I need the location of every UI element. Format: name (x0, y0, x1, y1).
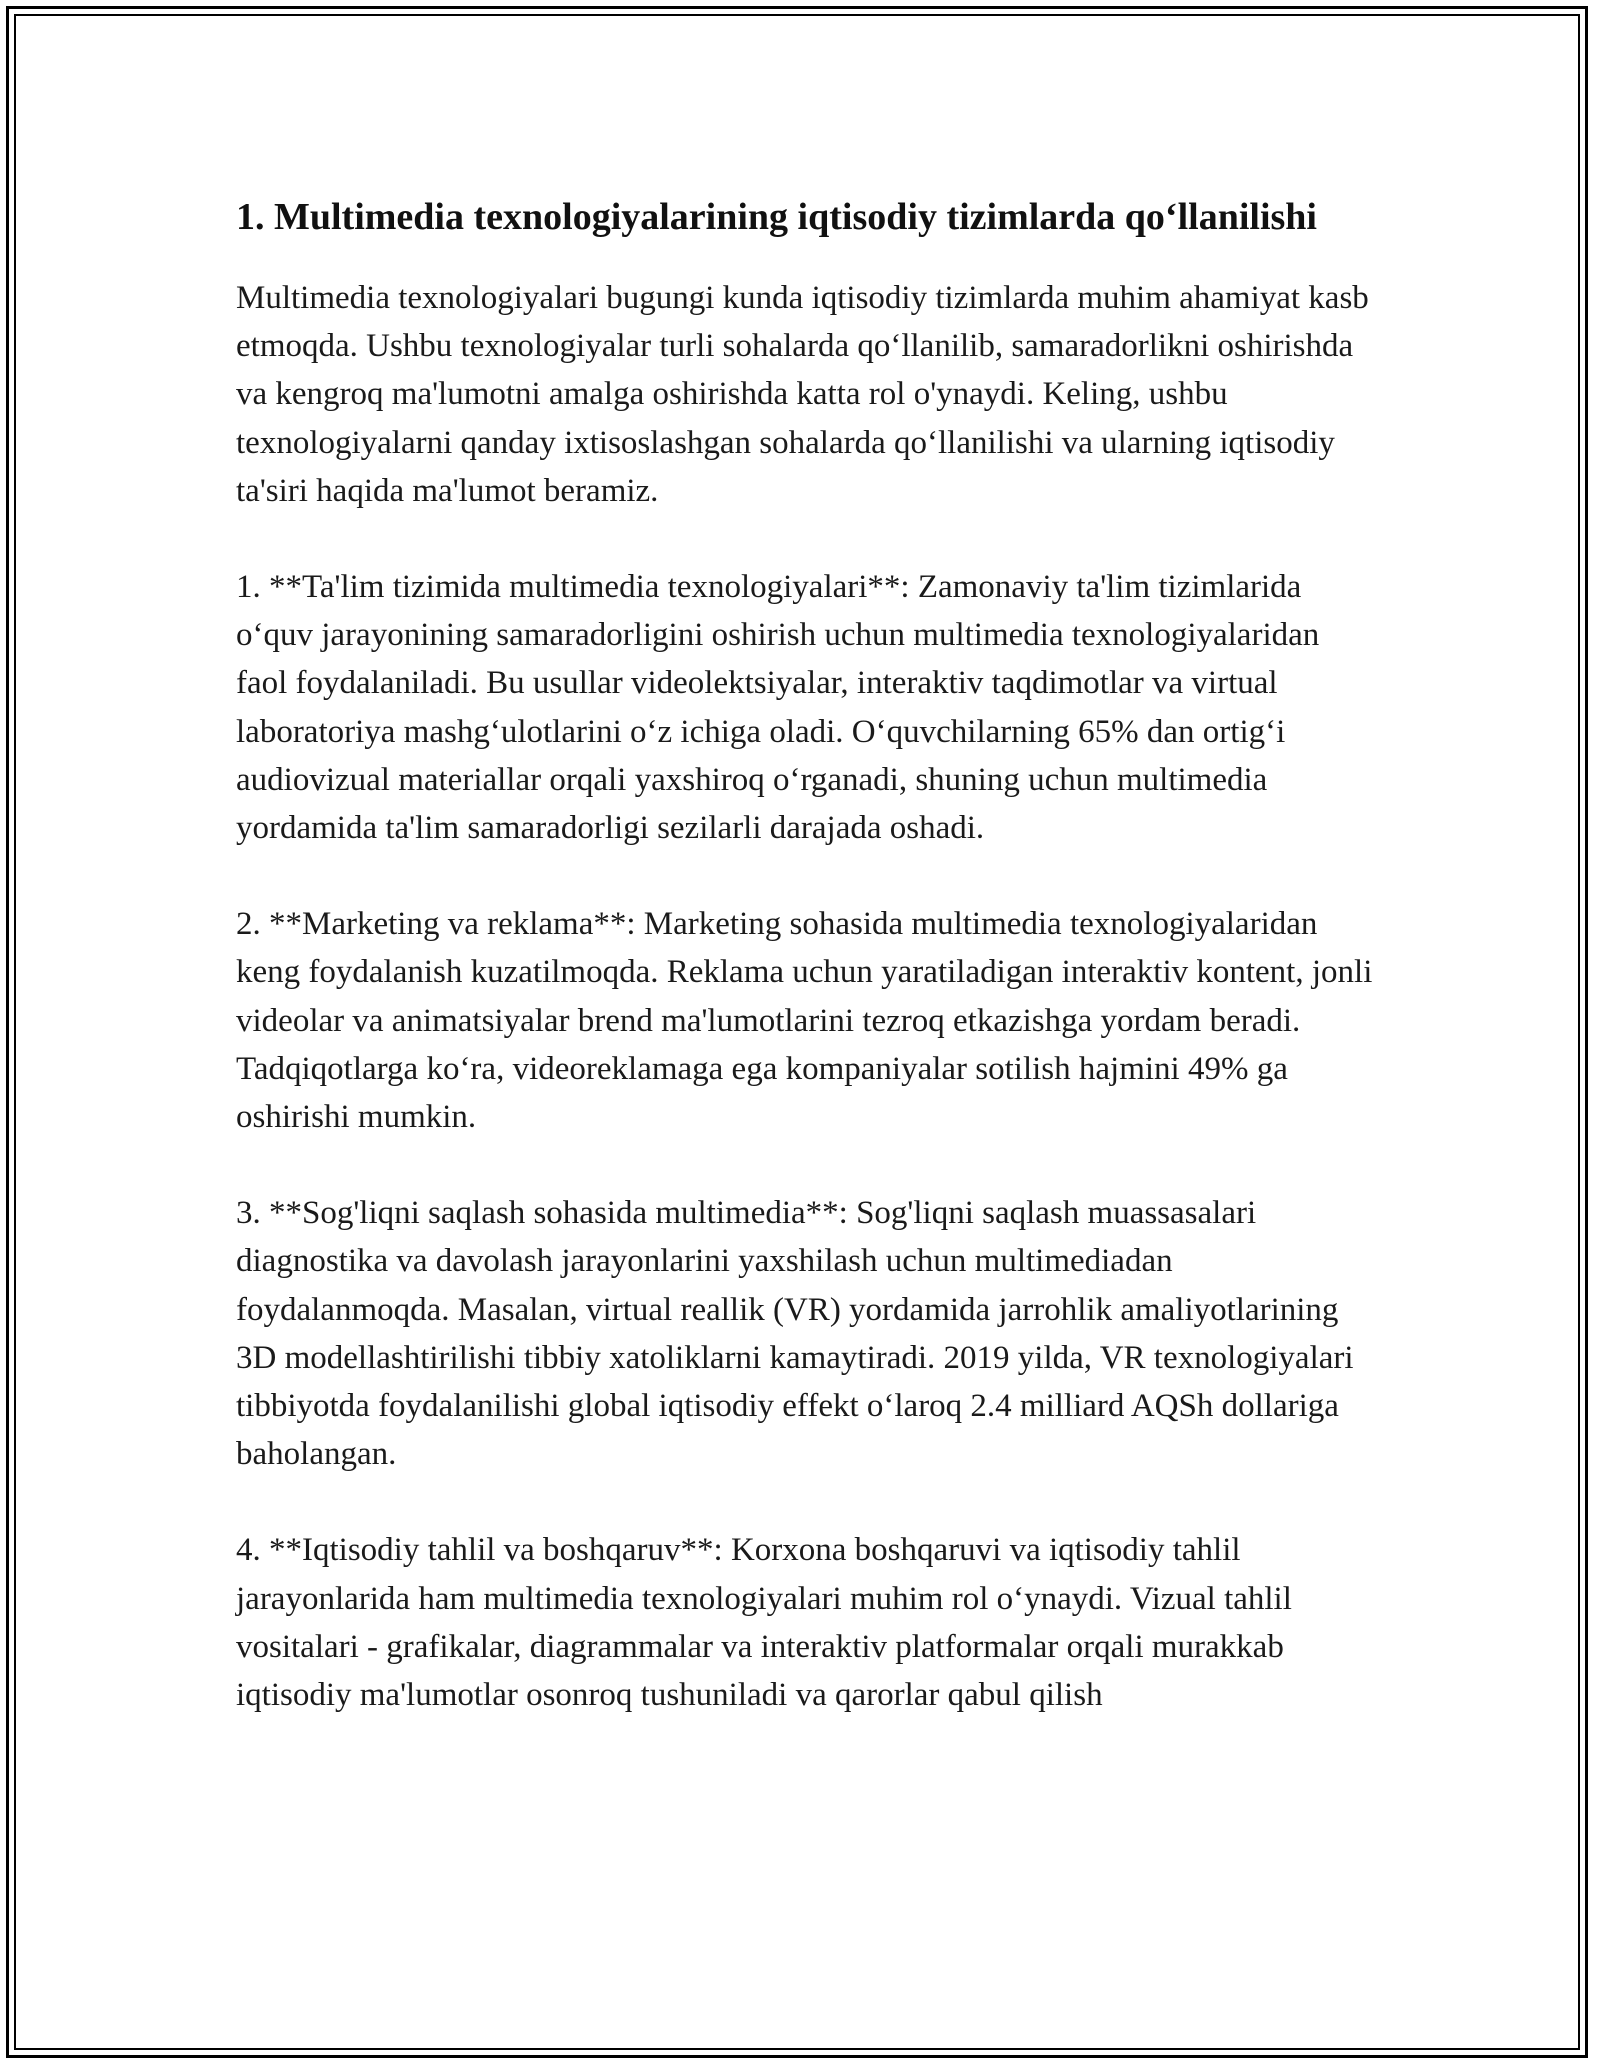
paragraph-education: 1. **Ta'lim tizimida multimedia texnologiyalari**: Zamonaviy ta'lim tizimlarida o‘quv jarayonining samaradorligini oshirish uchun multimedia texnologiyalaridan faol foydalaniladi. Bu usullar videolektsiyalar, interaktiv taqdimotlar va virtual laboratoriya mashg‘ulotlarini o‘z ichiga oladi. O‘quvchilarning 65% dan ortig‘i audiovizual materiallar orqali yaxshiroq o‘rganadi, shuning uchun multimedia yordamida ta'lim samaradorligi sezilarli darajada oshadi. (236, 569, 1320, 847)
paragraph-economic-analysis: 4. **Iqtisodiy tahlil va boshqaruv**: Korxona boshqaruvi va iqtisodiy tahlil jarayonlarida ham multimedia texnologiyalari muhim rol o‘ynaydi. Vizual tahlil vositalari - grafikalar, diagrammalar va interaktiv platformalar orqali murakkab iqtisodiy ma'lumotlar osonroq tushuniladi va qarorlar qabul qilish (236, 1532, 1292, 1714)
paragraph-healthcare: 3. **Sog'liqni saqlash sohasida multimedia**: Sog'liqni saqlash muassasalari diagnostika va davolash jarayonlarini yaxshilash uchun multimediadan foydalanmoqda. Masalan, virtual reallik (VR) yordamida jarrohlik amaliyotlarining 3D modellashtirilishi tibbiy xatoliklarni kamaytiradi. 2019 yilda, VR texnologiyalari tibbiyotda foydalanilishi global iqtisodiy effekt o‘laroq 2.4 milliard AQSh dollariga baholangan. (236, 1195, 1354, 1473)
intro-paragraph: Multimedia texnologiyalari bugungi kunda iqtisodiy tizimlarda muhim ahamiyat kasb etmoqda. Ushbu texnologiyalar turli sohalarda qo‘llanilib, samaradorlikni oshirishda va kengroq ma'lumotni amalga oshirishda katta rol o'ynaydi. Keling, ushbu texnologiyalarni qanday ixtisoslashgan sohalarda qo‘llanilishi va ularning iqtisodiy ta'siri haqida ma'lumot beramiz. (236, 280, 1369, 509)
section-heading: 1. Multimedia texnologiyalarining iqtisodiy tizimlarda qo‘llanilishi (236, 196, 1317, 238)
paragraph-marketing: 2. **Marketing va reklama**: Marketing sohasida multimedia texnologiyalaridan keng foydalanish kuzatilmoqda. Reklama uchun yaratiladigan interaktiv kontent, jonli videolar va animatsiyalar brend ma'lumotlarini tezroq etkazishga yordam beradi. Tadqiqotlarga ko‘ra, videoreklamaga ega kompaniyalar sotilish hajmini 49% ga oshirishi mumkin. (236, 906, 1373, 1136)
document-body (236, 190, 1376, 1719)
